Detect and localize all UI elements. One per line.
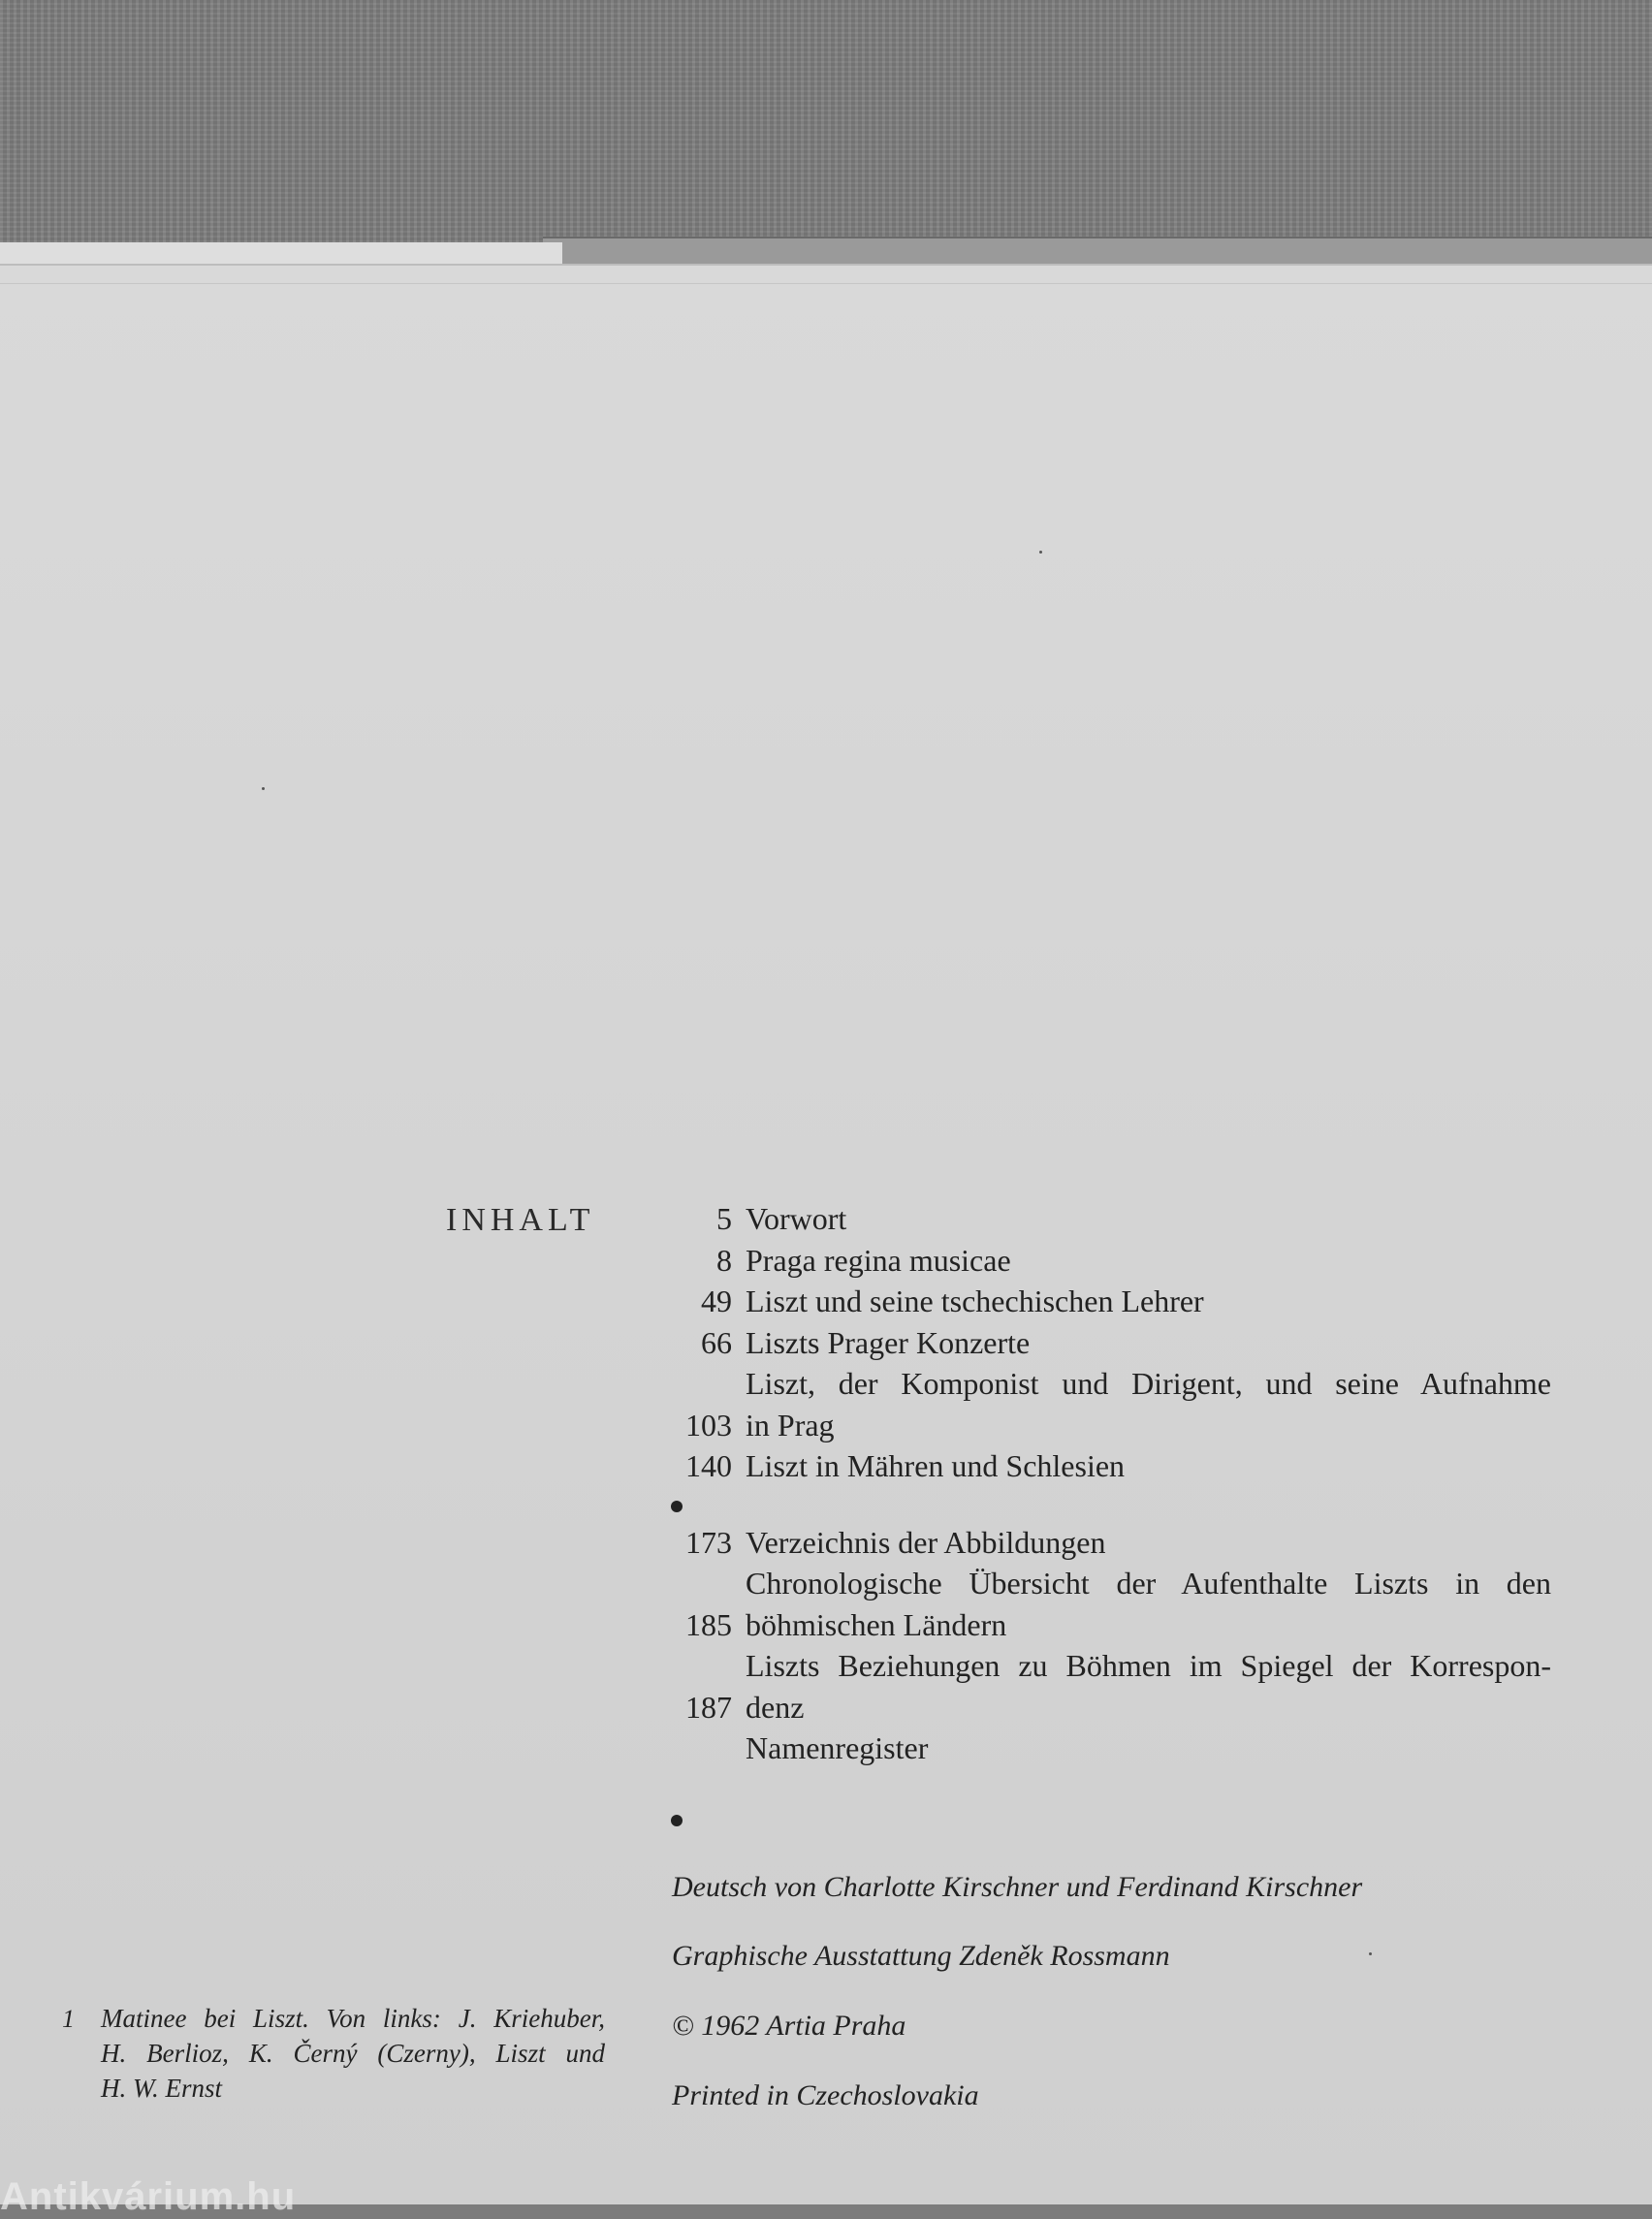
watermark-text: Antikvárium.hu (0, 2175, 297, 2218)
toc-title: Liszt und seine tschechischen Lehrer (746, 1284, 1204, 1318)
toc-entry (659, 1198, 1551, 1240)
paper-speck (262, 787, 265, 790)
toc-separator (659, 1487, 1551, 1522)
toc-page-number: 49 (701, 1284, 732, 1318)
paper-speck (1039, 551, 1042, 554)
toc-entry (659, 1363, 1551, 1405)
caption-line: Matinee bei Liszt. Von links: J. Kriehuber, (101, 2004, 605, 2033)
toc-page-number: 140 (685, 1448, 732, 1483)
toc-title: Chronologische Übersicht der Aufenthalte Liszts in den (746, 1566, 1551, 1601)
toc-title: böhmischen Ländern (746, 1606, 1007, 1642)
toc-entry (659, 1645, 1551, 1687)
copyright-notice: © 1962 Artia Praha (672, 2010, 906, 2042)
printed-in-notice: Printed in Czechoslovakia (672, 2079, 979, 2111)
toc-title: Liszts Prager Konzerte (746, 1324, 1031, 1360)
toc-page-number: 187 (685, 1689, 732, 1725)
toc-heading: INHALT (446, 1202, 595, 1238)
toc-entry (659, 1563, 1551, 1604)
translation-credit: Deutsch von Charlotte Kirschner und Ferdinand Kirschner (672, 1871, 1363, 1903)
caption-number: 1 (62, 2005, 75, 2033)
paper-speck (1369, 1952, 1372, 1955)
toc-page-number: 8 (716, 1242, 732, 1278)
toc-title: Liszt in Mähren und Schlesien (746, 1448, 1126, 1483)
table-of-contents (659, 1198, 1551, 1769)
design-credit: Graphische Ausstattung Zdeněk Rossmann (672, 1940, 1170, 1972)
toc-entry (659, 1687, 1551, 1728)
toc-entry (659, 1604, 1551, 1646)
toc-entry (659, 1728, 1551, 1769)
toc-title: Vorwort (746, 1201, 847, 1236)
toc-title: denz (746, 1689, 805, 1725)
toc-entry (659, 1522, 1551, 1564)
toc-entry (659, 1281, 1551, 1322)
toc-title: in Prag (746, 1407, 835, 1442)
toc-title: Liszts Beziehungen zu Böhmen im Spiegel der Korrespon- (746, 1648, 1551, 1683)
toc-entry (659, 1405, 1551, 1446)
toc-page-number: 185 (685, 1606, 732, 1642)
toc-page-number: 5 (716, 1201, 732, 1236)
figure-caption (101, 2001, 605, 2106)
toc-entry (659, 1445, 1551, 1487)
toc-page-number: 103 (685, 1407, 732, 1442)
caption-line: H. W. Ernst (101, 2074, 223, 2103)
toc-title: Praga regina musicae (746, 1242, 1011, 1278)
toc-title: Verzeichnis der Abbildungen (746, 1524, 1106, 1560)
toc-entry (659, 1240, 1551, 1282)
section-bullet (671, 1815, 683, 1826)
section-bullet (671, 1501, 683, 1512)
toc-title: Liszt, der Komponist und Dirigent, und seine Aufnahme (746, 1366, 1551, 1401)
toc-page-number: 66 (701, 1324, 732, 1360)
background-surface (0, 0, 1652, 252)
page-edge-line (0, 283, 1652, 284)
toc-entry (659, 1322, 1551, 1364)
toc-page-number: 173 (685, 1524, 732, 1560)
caption-line: H. Berlioz, K. Černý (Czerny), Liszt und (101, 2039, 605, 2068)
toc-title: Namenregister (746, 1730, 929, 1765)
